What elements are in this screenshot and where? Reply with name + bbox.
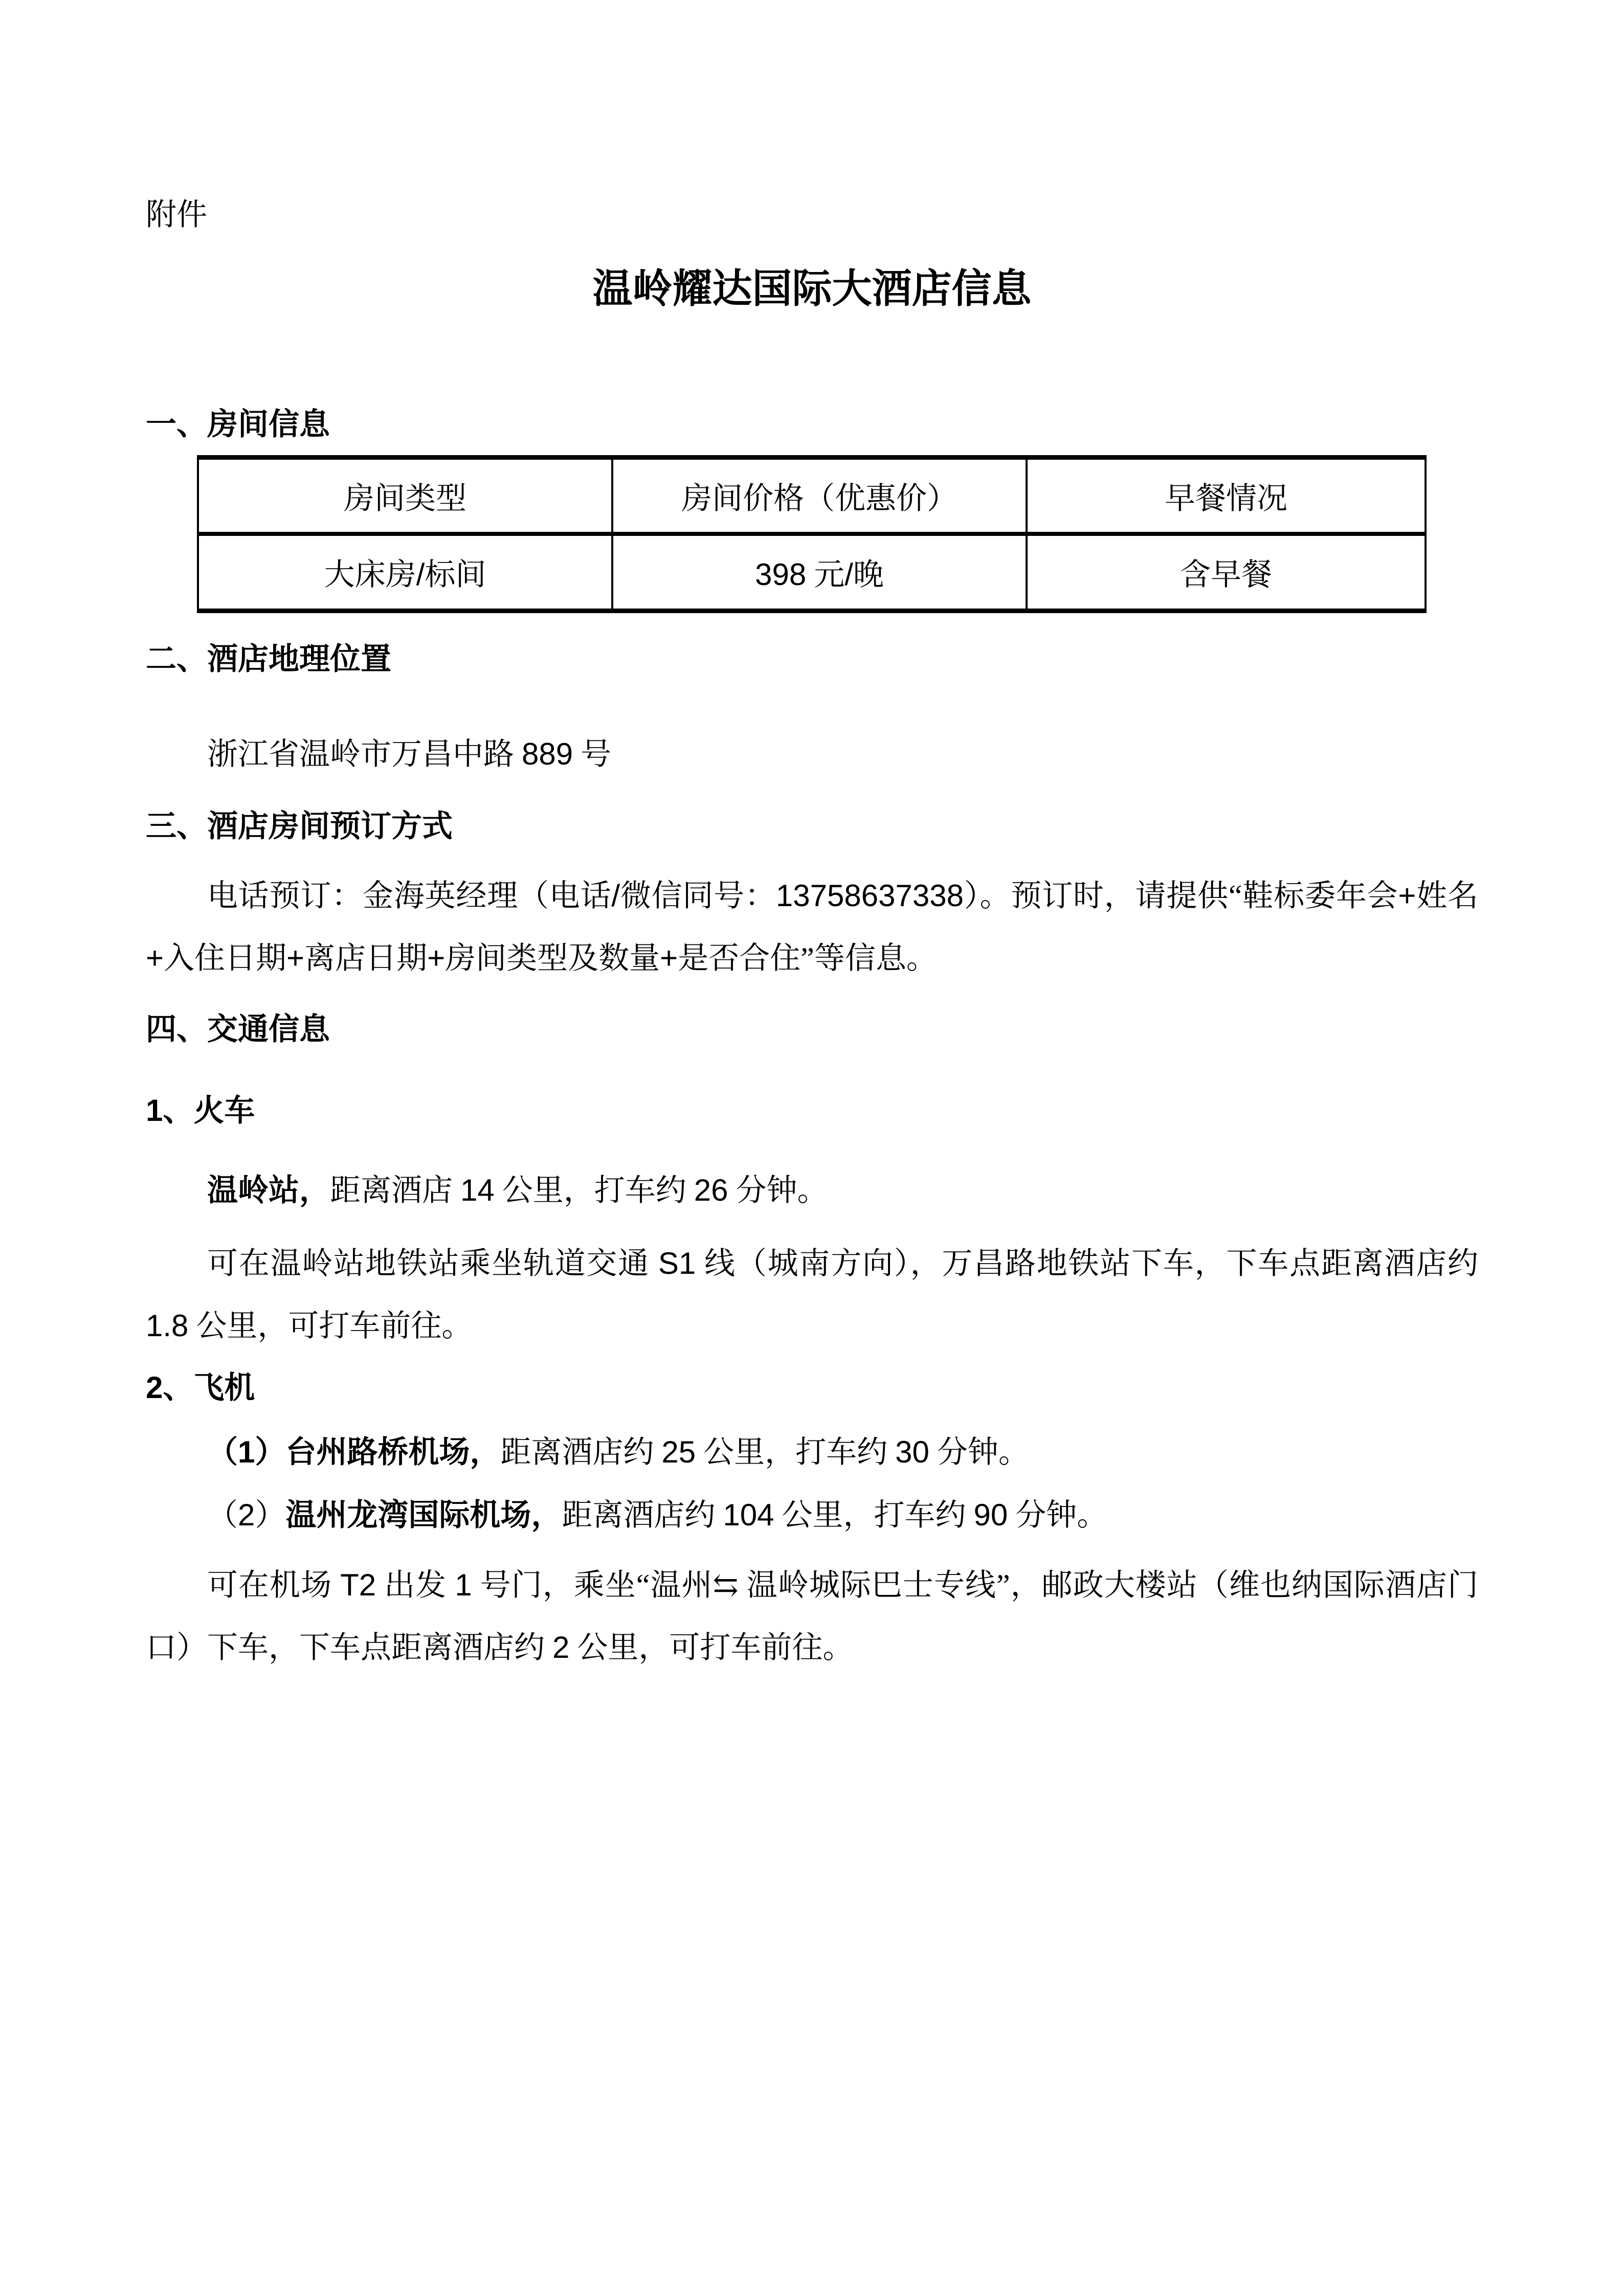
room-info-table: [197, 455, 1427, 613]
booking-info-paragraph: 电话预订：金海英经理（电话/微信同号：13758637338）。预订时，请提供“鞋标委年会+姓名+入住日期+离店日期+房间类型及数量+是否合住”等信息。: [146, 879, 1479, 975]
airport-bus-paragraph: 可在机场 T2 出发 1 号门，乘坐“温州⇆ 温岭城际巴士专线”，邮政大楼站（维也纳国际酒店门口）下车，下车点距离酒店约 2 公里，可打车前往。: [146, 1568, 1478, 1664]
table-header-breakfast: 早餐情况: [1027, 458, 1426, 534]
heading-booking-method: 三、酒店房间预订方式: [146, 809, 453, 843]
cell-breakfast: 含早餐: [1027, 534, 1426, 611]
train-metro-paragraph: 可在温岭站地铁站乘坐轨道交通 S1 线（城南方向），万昌路地铁站下车，下车点距离酒店约 1.8 公里，可打车前往。: [146, 1246, 1479, 1343]
heading-room-info: 一、房间信息: [146, 408, 330, 441]
heading-hotel-location: 二、酒店地理位置: [146, 642, 391, 676]
table-row: [198, 534, 1426, 611]
train-station-paragraph: 温岭站，距离酒店 14 公里，打车约 26 分钟。: [207, 1173, 828, 1207]
airport2-paragraph: （2）温州龙湾国际机场，距离酒店约 104 公里，打车约 90 分钟。: [207, 1498, 1108, 1532]
hotel-address: 浙江省温岭市万昌中路 889 号: [207, 737, 612, 771]
cell-room-price: 398 元/晚: [612, 534, 1027, 611]
page-title: 温岭耀达国际大酒店信息: [592, 266, 1032, 311]
table-header-room-price: 房间价格（优惠价）: [612, 458, 1027, 534]
airport1-paragraph: （1）台州路桥机场，距离酒店约 25 公里，打车约 30 分钟。: [207, 1435, 1029, 1469]
heading-transport-info: 四、交通信息: [146, 1012, 330, 1046]
table-header-row: [198, 458, 1426, 534]
table-header-room-type: 房间类型: [198, 458, 612, 534]
heading-train: 1、火车: [146, 1093, 255, 1128]
heading-plane: 2、飞机: [146, 1370, 255, 1405]
attachment-label: 附件: [146, 198, 207, 232]
cell-room-type: 大床房/标间: [198, 534, 612, 611]
